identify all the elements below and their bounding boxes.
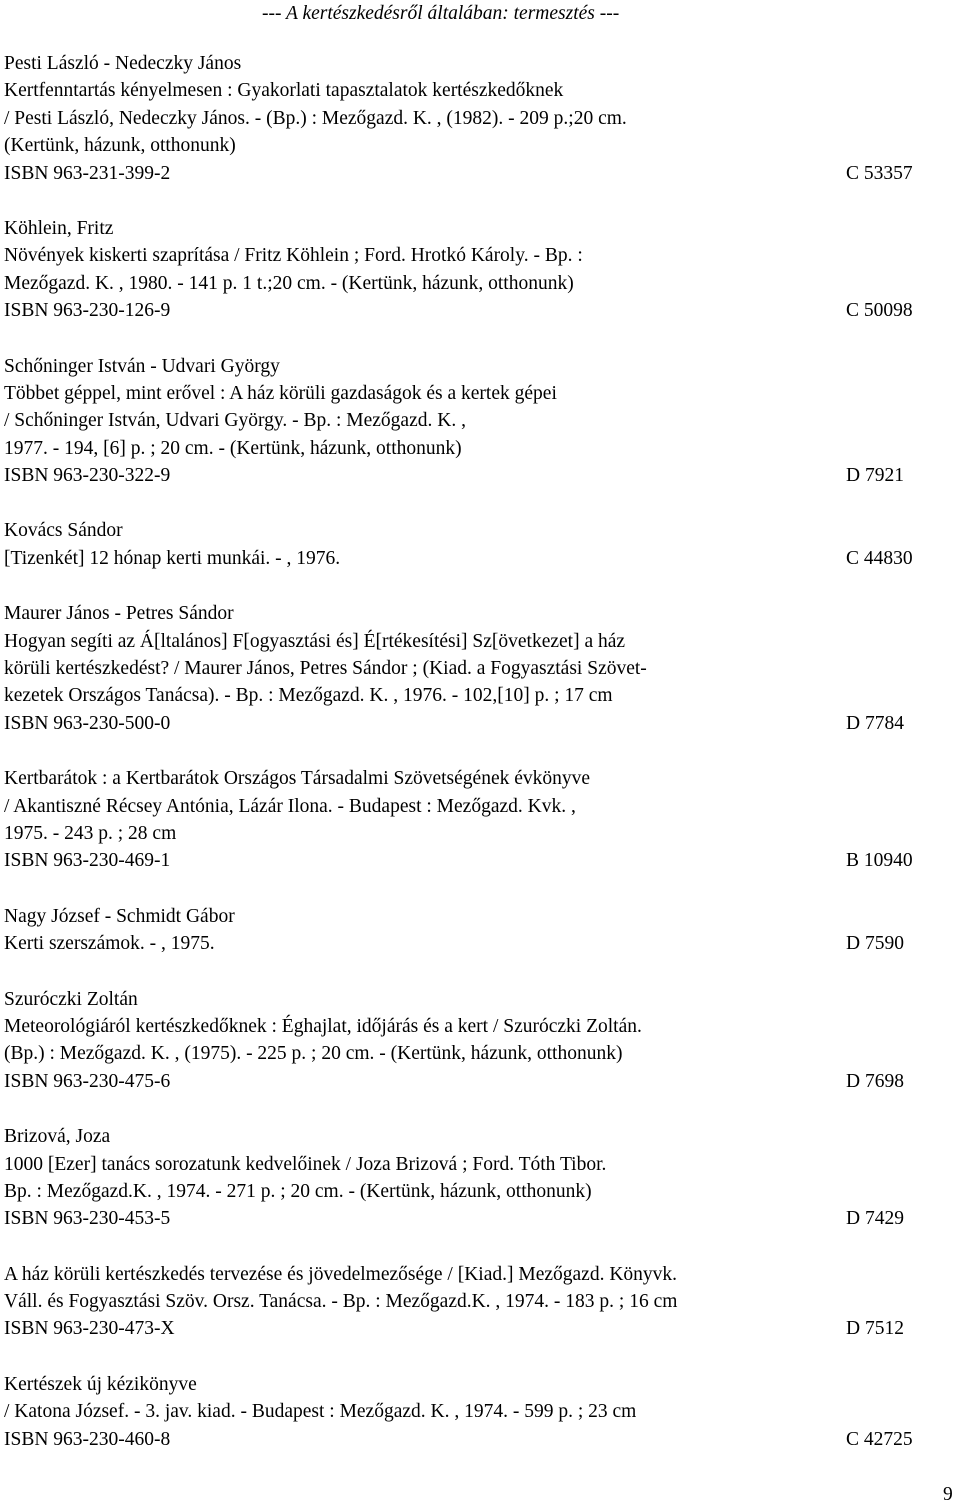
- entry-line: [4, 1151, 934, 1178]
- entry-line: [4, 655, 934, 682]
- section-header: --- A kertészkedésről általában: termesztés ---: [262, 3, 620, 24]
- entry-line: [4, 77, 934, 104]
- entry-line: [4, 517, 934, 544]
- entry-line: [4, 1123, 934, 1150]
- bibliography-entry: [4, 517, 934, 572]
- entry-line: [4, 545, 934, 572]
- entry-line: [4, 1068, 934, 1095]
- entry-line: [4, 710, 934, 737]
- bibliography-entry: [4, 600, 934, 737]
- entry-text: Növények kiskerti szaprítása / Fritz Köhlein ; Ford. Hrotkó Károly. - Bp. :: [4, 245, 583, 267]
- entry-text: 1975. - 243 p. ; 28 cm: [4, 822, 177, 844]
- entry-line: [4, 682, 934, 709]
- entry-line: [4, 820, 934, 847]
- entry-line: [4, 628, 934, 655]
- entry-line: [4, 1013, 934, 1040]
- entry-author-or-title: Szuróczki Zoltán: [4, 988, 138, 1010]
- entry-author-or-title: Kovács Sándor: [4, 520, 123, 542]
- entry-line: [4, 600, 934, 627]
- entry-line: [4, 1040, 934, 1067]
- entry-line: [4, 793, 934, 820]
- entry-text: Mezőgazd. K. , 1980. - 141 p. 1 t.;20 cm. - (Kertünk, házunk, otthonunk): [4, 272, 574, 294]
- entry-text: ISBN 963-231-399-2: [4, 162, 171, 184]
- entry-text: ISBN 963-230-322-9: [4, 465, 171, 487]
- entry-line: [4, 847, 934, 874]
- entry-text: / Akantiszné Récsey Antónia, Lázár Ilona. - Budapest : Mezőgazd. Kvk. ,: [4, 795, 576, 817]
- entry-line: [4, 242, 934, 269]
- entry-text: 1977. - 194, [6] p. ; 20 cm. - (Kertünk, házunk, otthonunk): [4, 437, 462, 459]
- shelf-mark: D 7590: [846, 933, 904, 955]
- shelf-mark: B 10940: [846, 850, 913, 872]
- entry-text: ISBN 963-230-453-5: [4, 1208, 171, 1230]
- entry-line: [4, 50, 934, 77]
- shelf-mark: C 53357: [846, 162, 913, 184]
- entry-text: ISBN 963-230-126-9: [4, 300, 171, 322]
- entry-text: ISBN 963-230-469-1: [4, 850, 171, 872]
- shelf-mark: C 42725: [846, 1428, 913, 1450]
- entry-text: Kerti szerszámok. - , 1975.: [4, 933, 215, 955]
- entry-text: ISBN 963-230-473-X: [4, 1318, 175, 1340]
- bibliography-entry: [4, 1261, 934, 1343]
- bibliography-entry: [4, 765, 934, 875]
- entry-line: [4, 1426, 934, 1453]
- entry-text: ISBN 963-230-475-6: [4, 1070, 171, 1092]
- entry-text: (Bp.) : Mezőgazd. K. , (1975). - 225 p. ; 20 cm. - (Kertünk, házunk, otthonunk): [4, 1043, 623, 1065]
- bibliography-entry: [4, 353, 934, 490]
- entry-author-or-title: Kertbarátok : a Kertbarátok Országos Társadalmi Szövetségének évkönyve: [4, 768, 591, 790]
- entry-line: [4, 407, 934, 434]
- bibliography-entry: [4, 1123, 934, 1233]
- bibliography-entry: [4, 1371, 934, 1453]
- entry-line: [4, 930, 934, 957]
- shelf-mark: D 7784: [846, 712, 904, 734]
- entry-text: ISBN 963-230-500-0: [4, 712, 171, 734]
- shelf-mark: D 7512: [846, 1318, 904, 1340]
- entry-line: [4, 1178, 934, 1205]
- entry-line: [4, 765, 934, 792]
- shelf-mark: D 7698: [846, 1070, 904, 1092]
- entry-author-or-title: Brizová, Joza: [4, 1126, 111, 1148]
- entry-text: ISBN 963-230-460-8: [4, 1428, 171, 1450]
- entry-line: [4, 986, 934, 1013]
- entry-text: / Katona József. - 3. jav. kiad. - Budapest : Mezőgazd. K. , 1974. - 599 p. ; 23 cm: [4, 1401, 637, 1423]
- entry-line: [4, 1205, 934, 1232]
- entry-line: [4, 132, 934, 159]
- entry-line: [4, 1315, 934, 1342]
- entry-line: [4, 105, 934, 132]
- entry-text: (Kertünk, házunk, otthonunk): [4, 135, 236, 157]
- bibliography-entry: [4, 986, 934, 1096]
- entry-text: / Pesti László, Nedeczky János. - (Bp.) : Mezőgazd. K. , (1982). - 209 p.;20 cm.: [4, 107, 627, 129]
- entry-line: [4, 903, 934, 930]
- entry-line: [4, 1371, 934, 1398]
- entry-author-or-title: Nagy József - Schmidt Gábor: [4, 905, 235, 927]
- page-number: 9: [943, 1484, 953, 1505]
- entry-line: [4, 215, 934, 242]
- entry-line: [4, 297, 934, 324]
- entry-text: 1000 [Ezer] tanács sorozatunk kedvelőinek / Joza Brizová ; Ford. Tóth Tibor.: [4, 1153, 607, 1175]
- entry-line: [4, 270, 934, 297]
- shelf-mark: C 50098: [846, 300, 913, 322]
- entry-text: Hogyan segíti az Á[ltalános] F[ogyasztási és] É[rtékesítési] Sz[övetkezet] a ház: [4, 630, 626, 652]
- bibliography-entry: [4, 903, 934, 958]
- bibliography-entry: [4, 215, 934, 325]
- entry-author-or-title: Maurer János - Petres Sándor: [4, 603, 234, 625]
- entry-text: Kertfenntartás kényelmesen : Gyakorlati tapasztalatok kertészkedőknek: [4, 80, 564, 102]
- entry-line: [4, 1261, 934, 1288]
- bibliography-entry: [4, 50, 934, 187]
- entry-line: [4, 462, 934, 489]
- entry-text: kezetek Országos Tanácsa). - Bp. : Mezőgazd. K. , 1976. - 102,[10] p. ; 17 cm: [4, 685, 613, 707]
- entry-text: Meteorológiáról kertészkedőknek : Éghajlat, időjárás és a kert / Szuróczki Zoltán.: [4, 1015, 642, 1037]
- entry-line: [4, 1288, 934, 1315]
- entry-line: [4, 1398, 934, 1425]
- entry-text: Többet géppel, mint erővel : A ház körüli gazdaságok és a kertek gépei: [4, 382, 557, 404]
- entry-line: [4, 380, 934, 407]
- shelf-mark: C 44830: [846, 547, 913, 569]
- entry-author-or-title: Kertészek új kézikönyve: [4, 1373, 197, 1395]
- entry-author-or-title: Köhlein, Fritz: [4, 217, 114, 239]
- shelf-mark: D 7921: [846, 465, 904, 487]
- bibliography-list: [4, 50, 934, 1481]
- entry-text: Bp. : Mezőgazd.K. , 1974. - 271 p. ; 20 cm. - (Kertünk, házunk, otthonunk): [4, 1180, 592, 1202]
- shelf-mark: D 7429: [846, 1208, 904, 1230]
- entry-text: [Tizenkét] 12 hónap kerti munkái. - , 1976.: [4, 547, 341, 569]
- entry-author-or-title: Pesti László - Nedeczky János: [4, 53, 242, 74]
- entry-line: [4, 353, 934, 380]
- entry-author-or-title: Schőninger István - Udvari György: [4, 355, 280, 377]
- entry-line: [4, 435, 934, 462]
- entry-author-or-title: A ház körüli kertészkedés tervezése és jövedelmezősége / [Kiad.] Mezőgazd. Könyvk.: [4, 1263, 678, 1285]
- entry-text: Váll. és Fogyasztási Szöv. Orsz. Tanácsa. - Bp. : Mezőgazd.K. , 1974. - 183 p. ; 16 cm: [4, 1291, 678, 1313]
- entry-text: körüli kertészkedést? / Maurer János, Petres Sándor ; (Kiad. a Fogyasztási Szövet-: [4, 658, 647, 680]
- entry-text: / Schőninger István, Udvari György. - Bp. : Mezőgazd. K. ,: [4, 410, 466, 432]
- entry-line: [4, 160, 934, 187]
